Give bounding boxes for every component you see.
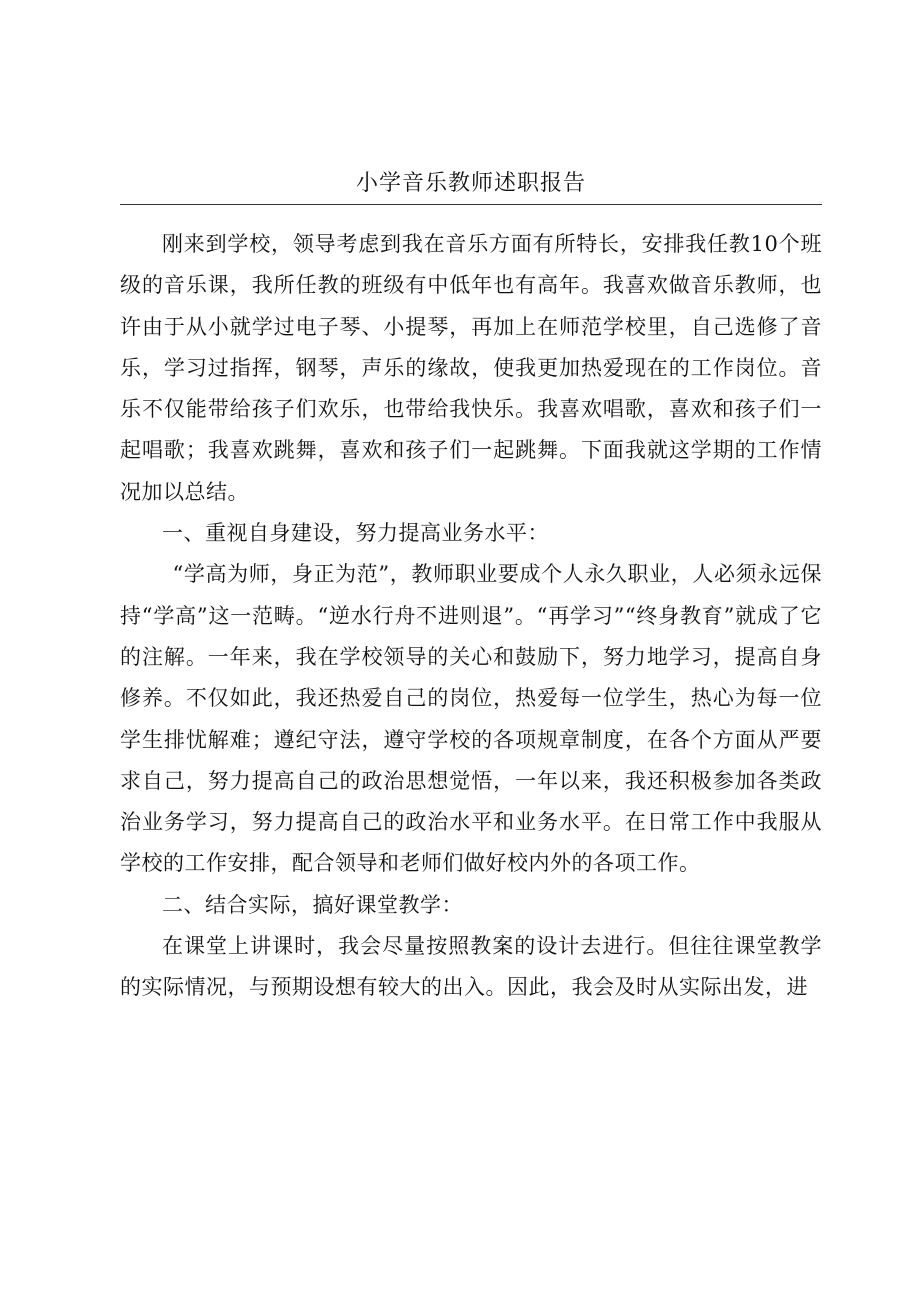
paragraph-classroom-teaching: 在课堂上讲课时，我会尽量按照教案的设计去进行。但往往课堂教学的实际情况，与预期设想有较大的出入。因此，我会及时从实际出发，进 [120,934,822,1000]
document-title: 小学音乐教师述职报告 [355,171,586,196]
section-heading-1: 一、重视自身建设，努力提高业务水平： [162,521,549,546]
paragraph-self-development: “学高为师，身正为范”，教师职业要成个人永久职业，人必须永远保持“学高”这一范畴。“逆水行舟不进则退”。“再学习”“终身教育”就成了它的注解。一年来，我在学校领导的关心和鼓励下，努力地学习，提高自身修养。不仅如此，我还热爱自己的岗位，热爱每一位学生，热心为每一位学生排忧解难；遵纪守法，遵守学校的各项规章制度，在各个方面从严要求自己，努力提高自己的政治思想觉悟，一年以来，我还积极参加各类政治业务学习，努力提高自己的政治水平和业务水平。在日常工作中我服从学校的工作安排，配合领导和老师们做好校内外的各项工作。 [120,562,822,876]
paragraph-intro: 刚来到学校，领导考虑到我在音乐方面有所特长，安排我任教10个班级的音乐课，我所任教的班级有中低年也有高年。我喜欢做音乐教师，也许由于从小就学过电子琴、小提琴，再加上在师范学校里，自己选修了音乐，学习过指挥，钢琴，声乐的缘故，使我更加热爱现在的工作岗位。音乐不仅能带给孩子们欢乐，也带给我快乐。我喜欢唱歌，喜欢和孩子们一起唱歌；我喜欢跳舞，喜欢和孩子们一起跳舞。下面我就这学期的工作情况加以总结。 [120,232,822,504]
document-body [120,224,822,1009]
section-heading-2: 二、结合实际，搞好课堂教学： [162,892,463,917]
title-underline [120,204,822,205]
